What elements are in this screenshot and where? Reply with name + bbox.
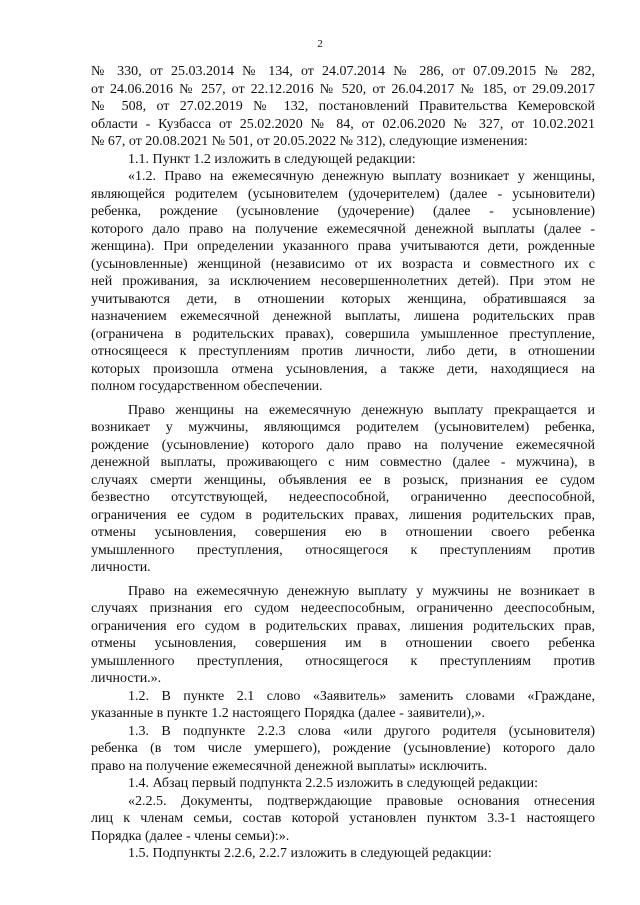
paragraph-quoted-1-2 [91, 168, 595, 396]
page-number: 2 [317, 38, 323, 50]
document-body [91, 63, 595, 863]
paragraph-continuation [91, 63, 595, 151]
text-line: ограничения ее судом в родительских правах, лишения родительских прав, [91, 507, 595, 523]
text-line: случаях признания его судом недееспособным, ограниченно дееспособным, [91, 601, 595, 616]
text-line: 1.1. Пункт 1.2 изложить в следующей редакции: [128, 151, 416, 167]
text-line: возникает у мужчины, являющимся родителем (усыновителем) ребенка, [91, 420, 595, 435]
text-line: назначением ежемесячной денежной выплаты, лишена родительских прав [91, 309, 595, 324]
text-line: Порядка (далее - члены семьи):». [91, 828, 290, 844]
text-line: 1.5. Подпункты 2.2.6, 2.2.7 изложить в следующей редакции: [128, 846, 492, 861]
text-line: которого дало право на получение ежемесячной денежной выплаты (далее - [91, 221, 595, 237]
text-line: отмены усыновления, совершения им в отношении своего ребенка [91, 636, 595, 651]
text-line: ребенка, рождение (усыновление (удочерение) (далее - усыновление) [91, 204, 595, 219]
paragraph-item-1-4 [91, 775, 595, 793]
text-line: умышленного преступления, относящегося к преступлениям против [91, 653, 595, 669]
text-line: ребенка (в том числе умершего), рождение (усыновление) которого дало [91, 741, 595, 756]
text-line: отмены усыновления, совершения ею в отношении своего ребенка [91, 525, 595, 540]
text-line: женщина). При определении указанного права учитываются дети, рожденные [91, 239, 595, 254]
text-line: являющейся родителем (усыновителем (удочерителем) (далее - усыновители) [91, 186, 595, 202]
text-line: случаях смерти женщины, объявления ее в розыск, признания ее судом [91, 472, 595, 488]
text-line: личности. [91, 560, 151, 575]
text-line: от 24.06.2016 № 257, от 22.12.2016 № 520, от 26.04.2017 № 185, от 29.09.2017 [91, 81, 595, 97]
text-line: которых произошла отмена усыновления, а также дети, находящиеся на [91, 361, 595, 377]
text-line: области - Кузбасса от 25.02.2020 № 84, от 02.06.2020 № 327, от 10.02.2021 [91, 116, 595, 132]
text-line: 1.3. В подпункте 2.2.3 слова «или другого родителя (усыновителя) [128, 723, 595, 739]
text-line: личности.». [91, 671, 162, 686]
text-line: Право на ежемесячную денежную выплату у мужчины не возникает в [128, 583, 595, 599]
paragraph-item-1-2 [91, 688, 595, 723]
text-line: Право женщины на ежемесячную денежную выплату прекращается и [128, 402, 595, 418]
text-line: право на получение ежемесячной денежной выплаты» исключить. [91, 758, 488, 774]
text-line: ограничения его судом в родительских правах, лишения родительских прав, [91, 618, 595, 634]
text-line: учитываются дети, в отношении которых женщина, обратившаяся за [91, 291, 595, 307]
text-line: безвестно отсутствующей, недееспособной, ограниченно дееспособной, [91, 490, 595, 505]
text-line: (ограничена в родительских правах), совершила умышленное преступление, [91, 326, 595, 342]
text-line: полном государственном обеспечении. [91, 379, 323, 394]
text-line: денежной выплаты, проживающего с ним совместно (далее - мужчина), в [91, 455, 595, 470]
text-line: № 330, от 25.03.2014 № 134, от 24.07.2014 № 286, от 07.09.2015 № 282, [91, 64, 595, 79]
text-line: (усыновленные) женщиной (независимо от их возраста и совместного их с [91, 256, 595, 272]
paragraph-quoted-2-2-5 [91, 793, 595, 846]
paragraph-right-not-arising [91, 583, 595, 688]
text-line: рождение (усыновление) которого дало право на получение ежемесячной [91, 437, 595, 453]
paragraph-item-1-3 [91, 723, 595, 776]
text-line: № 508, от 27.02.2019 № 132, постановлений Правительства Кемеровской [91, 99, 595, 114]
text-line: «1.2. Право на ежемесячную денежную выплату возникает у женщины, [128, 169, 595, 184]
paragraph-item-1-1 [91, 151, 595, 169]
paragraph-item-1-5 [91, 845, 595, 863]
text-line: 1.2. В пункте 2.1 слово «Заявитель» заменить словами «Граждане, [128, 688, 595, 704]
text-line: лиц к членам семьи, состав которой установлен пунктом 3.3-1 настоящего [91, 811, 595, 826]
text-line: № 67, от 20.08.2021 № 501, от 20.05.2022 № 312), следующие изменения: [91, 134, 528, 149]
text-line: относящееся к преступлениям против личности, либо дети, в отношении [91, 344, 595, 359]
text-line: указанные в пункте 1.2 настоящего Порядка (далее - заявители),». [91, 706, 486, 721]
text-line: 1.4. Абзац первый подпункта 2.2.5 изложить в следующей редакции: [128, 776, 539, 791]
text-line: ней проживания, за исключением несовершеннолетних детей). При этом не [91, 274, 595, 289]
text-line: умышленного преступления, относящегося к преступлениям против [91, 542, 595, 558]
paragraph-right-termination [91, 402, 595, 577]
text-line: «2.2.5. Документы, подтверждающие правовые основания отнесения [128, 793, 595, 809]
